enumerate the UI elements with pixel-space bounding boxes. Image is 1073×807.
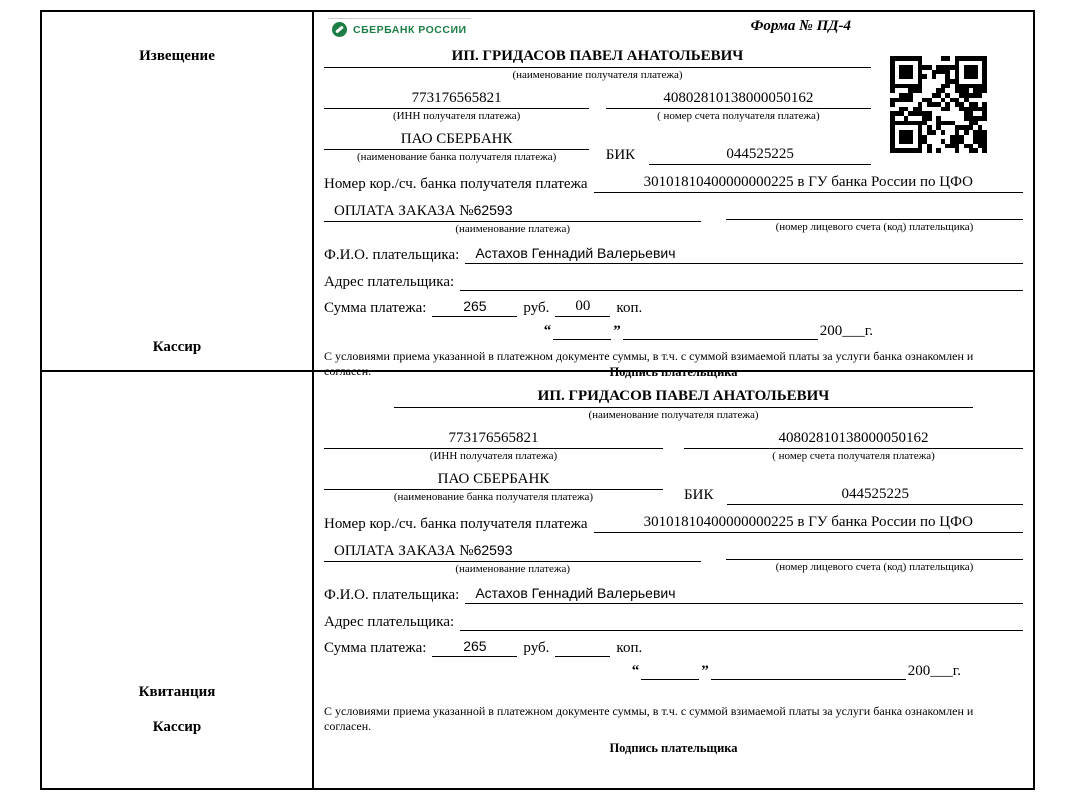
payer-address-row bbox=[324, 612, 1023, 631]
amount-rub: 265 bbox=[432, 297, 517, 317]
payer-address bbox=[460, 612, 1023, 631]
corr-account: 30101810400000000225 в ГУ банка России по ЦФО bbox=[594, 513, 1023, 533]
signature-label: Подпись плательщика bbox=[609, 740, 738, 755]
bank-name: ПАО СБЕРБАНК bbox=[324, 470, 663, 490]
purpose-caption: (наименование платежа) bbox=[455, 222, 571, 235]
payment-purpose bbox=[324, 201, 701, 222]
rub-label: руб. bbox=[523, 299, 550, 316]
date-row bbox=[324, 661, 1023, 680]
payer-address bbox=[460, 272, 1023, 291]
amount-rub: 265 bbox=[432, 637, 517, 657]
payee-name-caption: (наименование получателя платежа) bbox=[588, 409, 759, 421]
payee-name: ИП. ГРИДАСОВ ПАВЕЛ АНАТОЛЬЕВИЧ bbox=[324, 48, 871, 68]
bik-label: БИК bbox=[684, 486, 714, 503]
kop-label: коп. bbox=[616, 299, 643, 316]
payee-inn: 773176565821 bbox=[324, 429, 663, 449]
order-number: 62593 bbox=[473, 201, 513, 218]
payer-code-field bbox=[726, 201, 1023, 220]
purpose-label: ОПЛАТА ЗАКАЗА № bbox=[334, 542, 474, 559]
payer-name-row bbox=[324, 584, 1023, 604]
bank-name-caption: (наименование банка получателя платежа) bbox=[393, 491, 594, 504]
corr-account-label: Номер кор./сч. банка получателя платежа bbox=[324, 515, 588, 532]
amount-label: Сумма платежа: bbox=[324, 639, 427, 656]
payer-label: Ф.И.О. плательщика: bbox=[324, 586, 460, 603]
bik-value: 044525225 bbox=[727, 485, 1023, 505]
sberbank-logo-text: СБЕРБАНК РОССИИ bbox=[353, 23, 467, 36]
payer-name-row bbox=[324, 244, 1023, 264]
payee-name: ИП. ГРИДАСОВ ПАВЕЛ АНАТОЛЬЕВИЧ bbox=[394, 388, 973, 408]
payee-account: 40802810138000050162 bbox=[684, 429, 1023, 449]
year-label: 200___г. bbox=[819, 322, 873, 339]
payer-address-row bbox=[324, 272, 1023, 291]
date-day-field bbox=[641, 661, 699, 680]
amount-kop bbox=[555, 638, 610, 657]
receipt-label: Квитанция bbox=[138, 684, 216, 700]
payee-account: 40802810138000050162 bbox=[606, 89, 871, 109]
payer-code-caption: (номер лицевого счета (код) плательщика) bbox=[775, 220, 974, 233]
sberbank-logo-icon bbox=[332, 22, 347, 37]
payee-name-caption: (наименование получателя платежа) bbox=[512, 69, 683, 81]
purpose-caption: (наименование платежа) bbox=[455, 562, 571, 575]
payer-code-field bbox=[726, 541, 1023, 560]
receipt-stub bbox=[42, 372, 314, 788]
corr-account-row bbox=[324, 173, 1023, 193]
date-day-field bbox=[553, 321, 611, 340]
payer-label: Ф.И.О. плательщика: bbox=[324, 246, 460, 263]
bik-value: 044525225 bbox=[649, 145, 871, 165]
close-quote: ” bbox=[701, 662, 709, 679]
corr-account-row bbox=[324, 513, 1023, 533]
date-month-field bbox=[711, 661, 906, 680]
bank-name: ПАО СБЕРБАНК bbox=[324, 130, 589, 150]
year-label: 200___г. bbox=[907, 662, 961, 679]
notice-label: Извещение bbox=[139, 48, 215, 64]
form-number: Форма № ПД-4 bbox=[750, 18, 851, 34]
payer-name: Астахов Геннадий Валерьевич bbox=[465, 244, 1023, 264]
qr-code bbox=[890, 56, 987, 153]
open-quote: “ bbox=[543, 322, 552, 339]
bank-name-caption: (наименование банка получателя платежа) bbox=[357, 151, 557, 164]
amount-row bbox=[324, 297, 1023, 317]
corr-account: 30101810400000000225 в ГУ банка России по ЦФО bbox=[594, 173, 1023, 193]
bik-label: БИК bbox=[605, 146, 636, 163]
amount-kop: 00 bbox=[555, 297, 610, 317]
payer-name: Астахов Геннадий Валерьевич bbox=[465, 584, 1023, 604]
form-frame bbox=[40, 10, 1035, 790]
payee-account-caption: ( номер счета получателя платежа) bbox=[657, 110, 820, 123]
address-label: Адрес плательщика: bbox=[324, 613, 455, 630]
date-month-field bbox=[623, 321, 818, 340]
agreement-text: С условиями приема указанной в платежном документе суммы, в т.ч. с суммой взимаемой платы за услуги банка ознакомлен и согласен. bbox=[324, 703, 974, 734]
payee-account-caption: ( номер счета получателя платежа) bbox=[772, 450, 935, 463]
signature-label: Подпись плательщика bbox=[609, 364, 738, 379]
kop-label: коп. bbox=[616, 639, 643, 656]
close-quote: ” bbox=[613, 322, 621, 339]
notice-form bbox=[314, 12, 1033, 379]
address-label: Адрес плательщика: bbox=[324, 273, 455, 290]
purpose-label: ОПЛАТА ЗАКАЗА № bbox=[334, 202, 474, 219]
purpose-row bbox=[324, 201, 1023, 236]
payee-inn-caption: (ИНН получателя платежа) bbox=[392, 110, 521, 123]
payer-code-caption: (номер лицевого счета (код) плательщика) bbox=[775, 560, 974, 573]
cashier-label: Кассир bbox=[152, 339, 202, 355]
corr-account-label: Номер кор./сч. банка получателя платежа bbox=[324, 175, 588, 192]
form-header bbox=[324, 16, 1023, 46]
rub-label: руб. bbox=[523, 639, 550, 656]
sberbank-logo bbox=[328, 18, 471, 39]
receipt-form bbox=[314, 372, 1033, 788]
amount-row bbox=[324, 637, 1023, 657]
amount-label: Сумма платежа: bbox=[324, 299, 427, 316]
open-quote: “ bbox=[631, 662, 640, 679]
payee-inn: 773176565821 bbox=[324, 89, 589, 109]
payment-purpose bbox=[324, 541, 701, 562]
date-row bbox=[324, 321, 1023, 340]
payee-inn-caption: (ИНН получателя платежа) bbox=[429, 450, 558, 463]
purpose-row bbox=[324, 541, 1023, 576]
agreement-text: С условиями приема указанной в платежном документе суммы, в т.ч. с суммой взимаемой платы за услуги банка ознакомлен и согласен. bbox=[324, 348, 974, 379]
cashier-label-bottom: Кассир bbox=[152, 719, 202, 735]
order-number: 62593 bbox=[473, 541, 513, 558]
notice-stub bbox=[42, 12, 314, 372]
